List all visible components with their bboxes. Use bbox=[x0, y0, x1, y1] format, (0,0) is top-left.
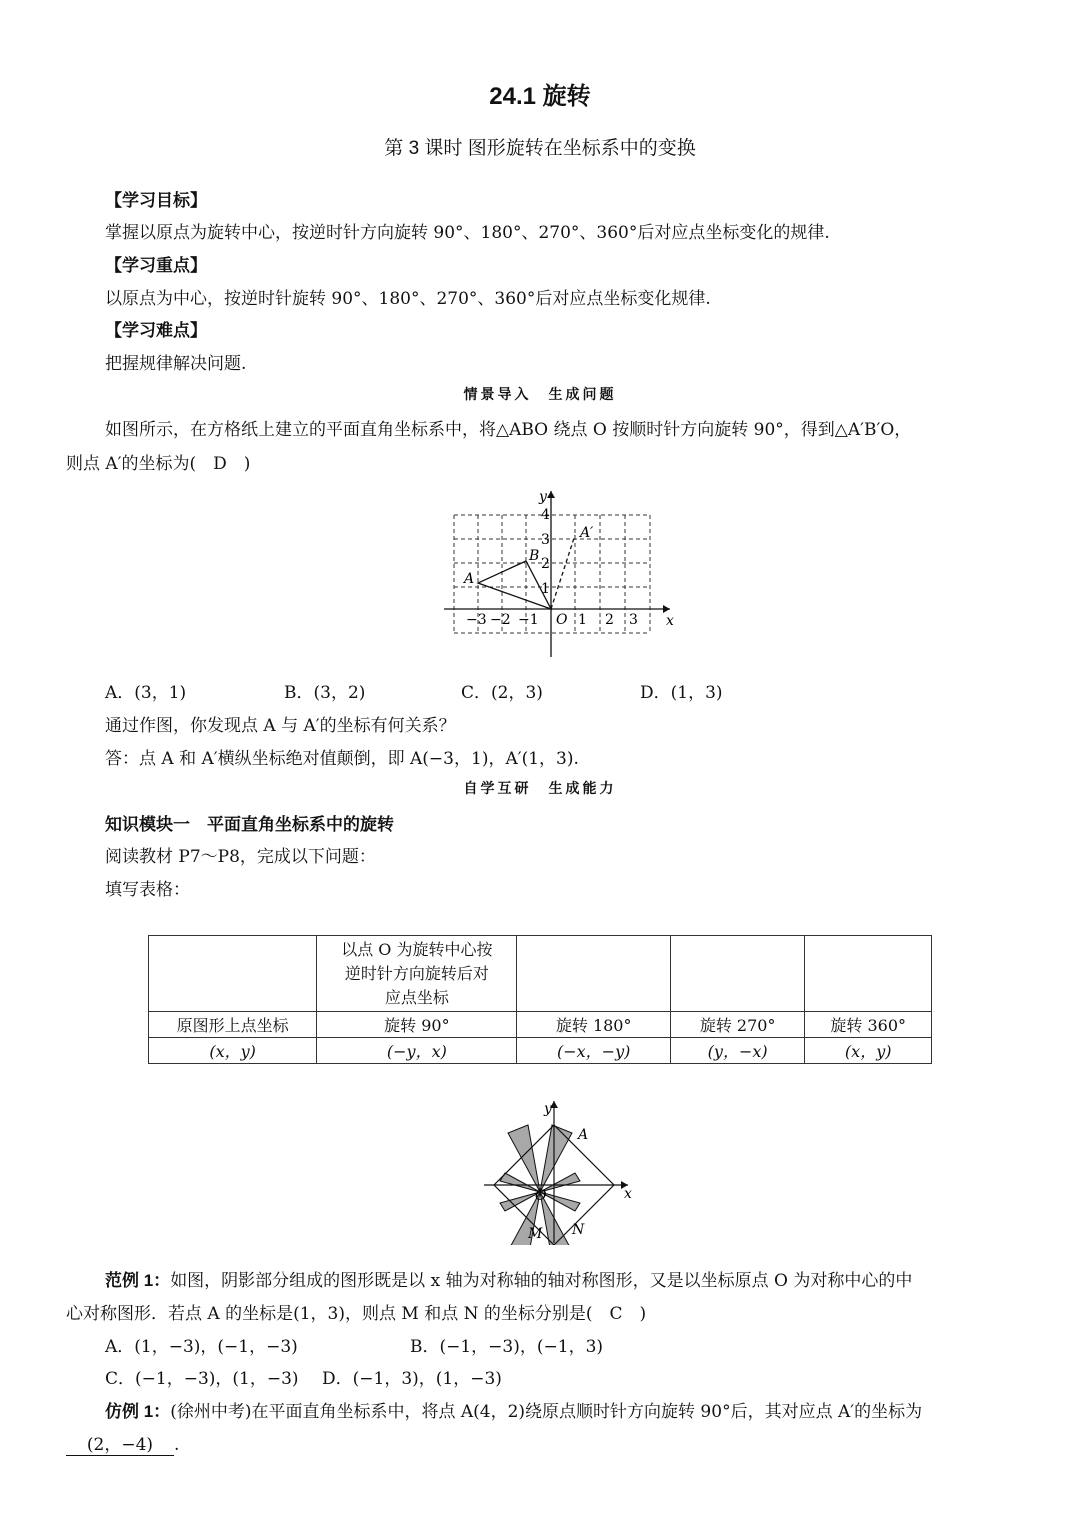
coordinate-grid-figure bbox=[440, 485, 680, 660]
imitation-1-text: (徐州中考)在平面直角坐标系中，将点 A(4，2)绕原点顺时针方向旋转 90°后，其对应点 A′的坐标为 bbox=[170, 1402, 923, 1422]
y-axis-arrow-icon bbox=[547, 491, 555, 498]
table-cell bbox=[805, 936, 932, 1012]
point-m-label: M bbox=[528, 1226, 543, 1242]
x-tick-label: −3 bbox=[466, 612, 487, 628]
y-tick-label: 1 bbox=[541, 581, 550, 597]
top-header-line: 逆时针方向旋转后对 bbox=[344, 963, 489, 983]
example-option-b: B．(−1，−3)，(−1，3) bbox=[410, 1337, 604, 1357]
x-axis-arrow-icon bbox=[663, 605, 670, 613]
fill-instruction: 填写表格： bbox=[105, 880, 190, 900]
table-header-cell: 旋转 360° bbox=[805, 1012, 932, 1038]
table-row bbox=[149, 936, 932, 1012]
imitation-1-answer-line bbox=[66, 1430, 179, 1456]
x-axis-label: x bbox=[624, 1186, 632, 1202]
objectives-heading: 【学习目标】 bbox=[105, 191, 207, 210]
table-cell: (y，−x) bbox=[670, 1038, 805, 1064]
table-header-cell: 旋转 270° bbox=[670, 1012, 805, 1038]
table-cell: (−x，−y) bbox=[517, 1038, 670, 1064]
y-tick-label: 3 bbox=[541, 532, 550, 548]
read-instruction: 阅读教材 P7～P8，完成以下问题： bbox=[105, 847, 376, 867]
table-cell bbox=[149, 936, 317, 1012]
option-a: A．(3，1) bbox=[105, 683, 187, 703]
x-tick-label: −1 bbox=[518, 612, 539, 628]
section-selfstudy-title: 自学互研 生成能力 bbox=[463, 781, 617, 797]
point-a-prime-label: A′ bbox=[580, 525, 594, 541]
section-intro-title: 情景导入 生成问题 bbox=[463, 387, 617, 403]
difficulties-text: 把握规律解决问题. bbox=[105, 354, 247, 374]
x-tick-label: 2 bbox=[605, 612, 614, 628]
table-row bbox=[149, 1012, 932, 1038]
question-line-1: 如图所示，在方格纸上建立的平面直角坐标系中，将△ABO 绕点 O 按顺时针方向旋转 90°，得到△A′B′O， bbox=[105, 420, 912, 440]
point-a-label: A bbox=[464, 571, 475, 587]
answer-text: 答：点 A 和 A′横纵坐标绝对值颠倒，即 A(−3，1)，A′(1，3). bbox=[105, 749, 579, 769]
objectives-text: 掌握以原点为旋转中心，按逆时针方向旋转 90°、180°、270°、360°后对应点坐标变化的规律. bbox=[105, 223, 830, 243]
table-header-cell: 旋转 90° bbox=[317, 1012, 517, 1038]
option-c: C．(2，3) bbox=[461, 683, 543, 703]
imitation-1-line-1 bbox=[105, 1397, 922, 1422]
y-axis-label: y bbox=[539, 489, 547, 505]
page-title: 24.1 旋转 bbox=[489, 83, 591, 110]
example-1-line-2: 心对称图形．若点 A 的坐标是(1，3)，则点 M 和点 N 的坐标分别是( C ) bbox=[66, 1304, 647, 1324]
difficulties-heading: 【学习难点】 bbox=[105, 321, 207, 340]
x-tick-label: −2 bbox=[490, 612, 511, 628]
example-1-text: 如图，阴影部分组成的图形既是以 x 轴为对称轴的轴对称图形，又是以坐标原点 O 为对称中心的中 bbox=[170, 1271, 913, 1291]
table-cell: (−y，x) bbox=[317, 1038, 517, 1064]
x-axis-label: x bbox=[666, 613, 674, 629]
key-points-heading: 【学习重点】 bbox=[105, 256, 207, 275]
top-header-line: 以点 O 为旋转中心按 bbox=[341, 939, 493, 959]
example-option-d: D．(−1，3)，(1，−3) bbox=[322, 1369, 502, 1389]
table-cell: (x，y) bbox=[149, 1038, 317, 1064]
question-line-2: 则点 A′的坐标为( D ) bbox=[66, 454, 251, 474]
y-tick-label: 4 bbox=[541, 507, 550, 523]
period: . bbox=[174, 1435, 180, 1455]
example-1-line-1 bbox=[105, 1266, 912, 1291]
table-header-cell: 原图形上点坐标 bbox=[149, 1012, 317, 1038]
option-b: B．(3，2) bbox=[284, 683, 366, 703]
point-n-label: N bbox=[572, 1222, 585, 1238]
point-a-label: A bbox=[578, 1127, 589, 1143]
table-top-header bbox=[317, 936, 517, 1012]
table-cell bbox=[517, 936, 670, 1012]
table-cell: (x，y) bbox=[805, 1038, 932, 1064]
lesson-subtitle: 第 3 课时 图形旋转在坐标系中的变换 bbox=[384, 138, 696, 159]
example-1-label: 范例 1： bbox=[105, 1271, 171, 1290]
origin-label: O bbox=[535, 1188, 547, 1204]
imitation-1-label: 仿例 1： bbox=[105, 1402, 171, 1421]
y-axis-label: y bbox=[544, 1101, 552, 1117]
module-title: 知识模块一 平面直角坐标系中的旋转 bbox=[105, 815, 394, 834]
y-tick-label: 2 bbox=[541, 556, 550, 572]
origin-label: O bbox=[556, 612, 568, 628]
table-row bbox=[149, 1038, 932, 1064]
key-points-text: 以原点为中心，按逆时针旋转 90°、180°、270°、360°后对应点坐标变化规律. bbox=[105, 289, 711, 309]
x-tick-label: 1 bbox=[578, 612, 587, 628]
x-tick-label: 3 bbox=[629, 612, 638, 628]
rotation-table bbox=[148, 935, 932, 1064]
diamond-figure bbox=[480, 1095, 640, 1245]
example-option-c: C．(−1，−3)，(1，−3) bbox=[105, 1369, 299, 1389]
example-option-a: A．(1，−3)，(−1，−3) bbox=[105, 1337, 298, 1357]
point-b-label: B bbox=[529, 548, 540, 564]
table-header-cell: 旋转 180° bbox=[517, 1012, 670, 1038]
top-header-line: 应点坐标 bbox=[384, 987, 449, 1007]
followup-question: 通过作图，你发现点 A 与 A′的坐标有何关系？ bbox=[105, 716, 456, 736]
table-cell bbox=[670, 936, 805, 1012]
option-d: D．(1，3) bbox=[640, 683, 723, 703]
imitation-1-answer-blank: (2，−4) bbox=[66, 1430, 174, 1456]
dashed-oa-prime bbox=[551, 535, 575, 609]
